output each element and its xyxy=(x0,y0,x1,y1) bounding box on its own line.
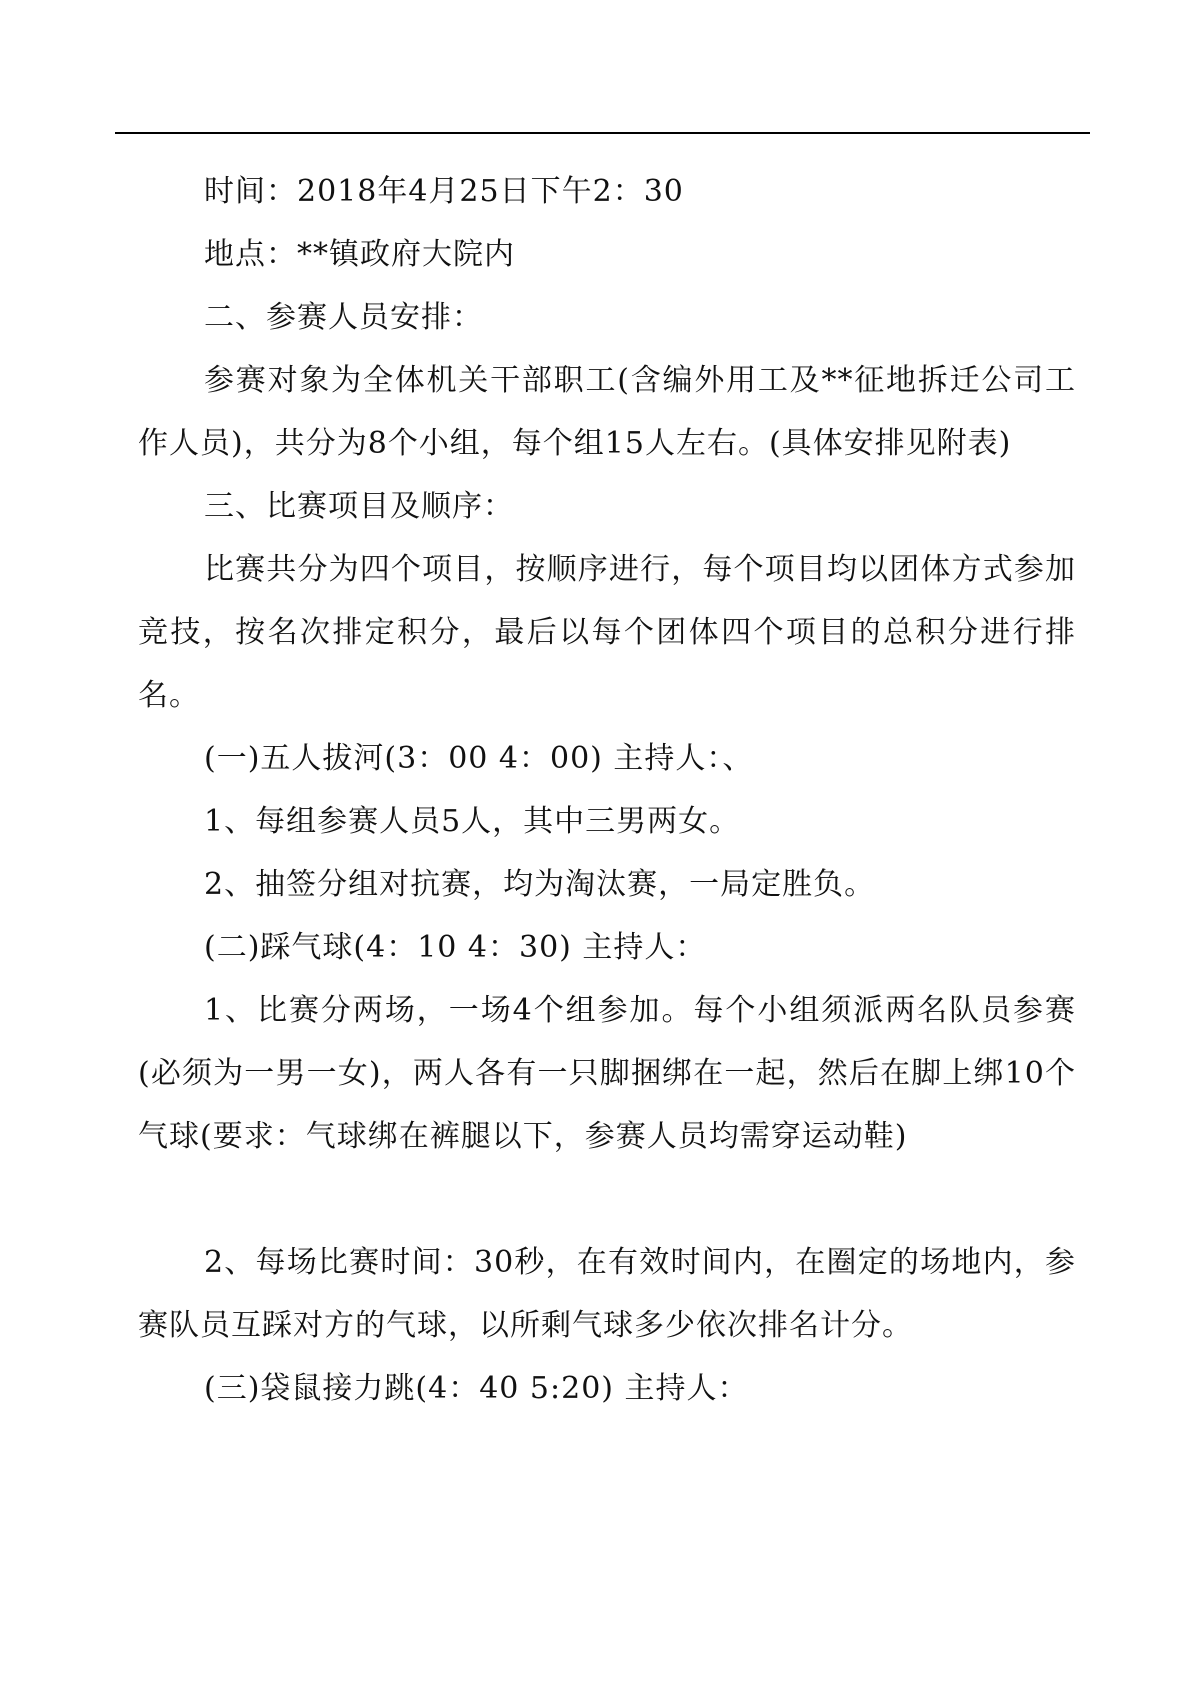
balloon-stomp-rule-1: 1、比赛分两场，一场4个组参加。每个小组须派两名队员参赛(必须为一男一女)，两人各有一只脚捆绑在一起，然后在脚上绑10个气球(要求：气球绑在裤腿以下，参赛人员均需穿运动鞋) xyxy=(138,993,1076,1154)
section-heading-participants: 二、参赛人员安排： xyxy=(204,300,483,335)
event-heading-tug-of-war: (一)五人拔河(3：00 4：00) 主持人：、 xyxy=(204,741,754,776)
event-time: 时间：2018年4月25日下午2：30 xyxy=(204,174,684,209)
events-description: 比赛共分为四个项目，按顺序进行，每个项目均以团体方式参加竞技，按名次排定积分，最后以每个团体四个项目的总积分进行排名。 xyxy=(138,552,1076,713)
event-heading-balloon-stomp: (二)踩气球(4：10 4：30) 主持人： xyxy=(204,930,707,965)
header-divider xyxy=(115,132,1090,134)
blank-line xyxy=(138,1168,1076,1231)
event-location: 地点：**镇政府大院内 xyxy=(204,237,515,272)
participants-description: 参赛对象为全体机关干部职工(含编外用工及**征地拆迁公司工作人员)，共分为8个小组，每个组15人左右。(具体安排见附表) xyxy=(138,363,1076,461)
tug-of-war-rule-1: 1、每组参赛人员5人，其中三男两女。 xyxy=(204,804,741,839)
tug-of-war-rule-2: 2、抽签分组对抗赛，均为淘汰赛，一局定胜负。 xyxy=(204,867,876,902)
section-heading-events: 三、比赛项目及顺序： xyxy=(204,489,514,524)
document-body xyxy=(138,160,1076,1420)
balloon-stomp-rule-2: 2、每场比赛时间：30秒，在有效时间内，在圈定的场地内，参赛队员互踩对方的气球，以所剩气球多少依次排名计分。 xyxy=(138,1245,1076,1343)
event-heading-kangaroo-relay: (三)袋鼠接力跳(4：40 5:20) 主持人： xyxy=(204,1371,749,1406)
